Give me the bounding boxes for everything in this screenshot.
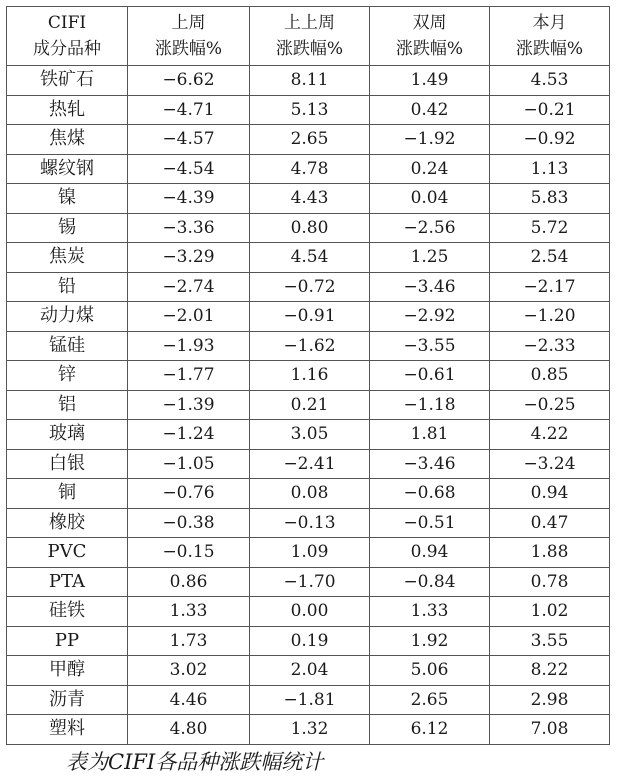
variety-cell: 螺纹钢 [7,154,128,184]
this-month-change-cell: 8.22 [490,656,610,686]
variety-cell: 镍 [7,184,128,214]
variety-cell: 铝 [7,390,128,420]
variety-cell: 锰硅 [7,331,128,361]
two-week-change-cell: 0.04 [370,184,490,214]
table-row [7,715,610,745]
table-row [7,390,610,420]
variety-cell: 动力煤 [7,302,128,332]
header-line-2: 涨跌幅% [515,39,584,59]
two-week-change-cell: −2.92 [370,302,490,332]
two-week-change-cell: −1.92 [370,125,490,155]
week-before-last-change-cell: 0.08 [250,479,370,509]
header-line-1: 上周 [171,13,206,33]
table-row [7,243,610,273]
two-week-change-cell: 0.94 [370,538,490,568]
last-week-change-cell: −4.57 [128,125,250,155]
week-before-last-change-cell: −0.72 [250,272,370,302]
table-row [7,508,610,538]
last-week-change-cell: −4.54 [128,154,250,184]
variety-cell: 沥青 [7,685,128,715]
week-before-last-change-cell: 5.13 [250,95,370,125]
last-week-change-cell: −0.38 [128,508,250,538]
two-week-change-cell: −0.84 [370,567,490,597]
week-before-last-change-cell: −2.41 [250,449,370,479]
variety-cell: 锡 [7,213,128,243]
table-row [7,95,610,125]
last-week-change-cell: 0.86 [128,567,250,597]
week-before-last-change-cell: 1.32 [250,715,370,745]
table-row [7,184,610,214]
two-week-change-cell: −1.18 [370,390,490,420]
this-month-change-cell: −0.21 [490,95,610,125]
this-month-change-cell: −0.25 [490,390,610,420]
variety-cell: PP [7,626,128,656]
this-month-change-cell: 0.94 [490,479,610,509]
variety-cell: 甲醇 [7,656,128,686]
last-week-change-cell: −1.24 [128,420,250,450]
two-week-change-cell: −2.56 [370,213,490,243]
table-row [7,449,610,479]
this-month-change-cell: 0.47 [490,508,610,538]
two-week-change-cell: 1.49 [370,66,490,96]
week-before-last-change-cell: 3.05 [250,420,370,450]
table-row [7,331,610,361]
variety-cell: 铅 [7,272,128,302]
two-week-change-cell: −0.68 [370,479,490,509]
header-line-2: 涨跌幅% [154,39,223,59]
week-before-last-change-cell: 0.80 [250,213,370,243]
header-two-weeks [370,7,490,66]
week-before-last-change-cell: −0.91 [250,302,370,332]
this-month-change-cell: −2.33 [490,331,610,361]
last-week-change-cell: −4.71 [128,95,250,125]
variety-cell: 焦煤 [7,125,128,155]
last-week-change-cell: 3.02 [128,656,250,686]
last-week-change-cell: 4.46 [128,685,250,715]
week-before-last-change-cell: −1.81 [250,685,370,715]
week-before-last-change-cell: 4.78 [250,154,370,184]
table-row [7,538,610,568]
last-week-change-cell: −4.39 [128,184,250,214]
header-line-2: 成分品种 [33,39,101,59]
two-week-change-cell: −3.46 [370,272,490,302]
table-row [7,420,610,450]
this-month-change-cell: 7.08 [490,715,610,745]
header-line-2: 涨跌幅% [275,39,344,59]
header-line-1: 上上周 [284,13,335,33]
week-before-last-change-cell: 0.19 [250,626,370,656]
this-month-change-cell: 2.54 [490,243,610,273]
two-week-change-cell: 1.25 [370,243,490,273]
week-before-last-change-cell: 4.43 [250,184,370,214]
table-caption: 表为CIFI各品种涨跌幅统计 [66,750,324,774]
header-line-1: 双周 [412,13,447,33]
variety-cell: 铜 [7,479,128,509]
this-month-change-cell: 5.83 [490,184,610,214]
last-week-change-cell: −0.76 [128,479,250,509]
this-month-change-cell: 1.02 [490,597,610,627]
two-week-change-cell: 1.33 [370,597,490,627]
two-week-change-cell: 0.42 [370,95,490,125]
table-row [7,626,610,656]
variety-cell: 热轧 [7,95,128,125]
last-week-change-cell: 4.80 [128,715,250,745]
this-month-change-cell: 4.53 [490,66,610,96]
week-before-last-change-cell: 4.54 [250,243,370,273]
header-this-month [490,7,610,66]
two-week-change-cell: 5.06 [370,656,490,686]
last-week-change-cell: −3.29 [128,243,250,273]
this-month-change-cell: −3.24 [490,449,610,479]
last-week-change-cell: −1.77 [128,361,250,391]
table-row [7,361,610,391]
last-week-change-cell: 1.33 [128,597,250,627]
table-header [7,7,610,66]
table-row [7,272,610,302]
table-row [7,685,610,715]
header-row [7,7,610,66]
this-month-change-cell: 1.13 [490,154,610,184]
header-line-1: 本月 [532,13,567,33]
this-month-change-cell: 5.72 [490,213,610,243]
table-row [7,213,610,243]
this-month-change-cell: −2.17 [490,272,610,302]
header-week-before-last [250,7,370,66]
last-week-change-cell: −1.93 [128,331,250,361]
this-month-change-cell: 0.85 [490,361,610,391]
week-before-last-change-cell: 0.00 [250,597,370,627]
variety-cell: 锌 [7,361,128,391]
variety-cell: 焦炭 [7,243,128,273]
this-month-change-cell: 3.55 [490,626,610,656]
header-variety [7,7,128,66]
table-row [7,302,610,332]
variety-cell: 塑料 [7,715,128,745]
table-row [7,597,610,627]
week-before-last-change-cell: −1.62 [250,331,370,361]
table-body [7,66,610,745]
variety-cell: 白银 [7,449,128,479]
this-month-change-cell: −0.92 [490,125,610,155]
week-before-last-change-cell: 8.11 [250,66,370,96]
two-week-change-cell: −0.51 [370,508,490,538]
week-before-last-change-cell: −0.13 [250,508,370,538]
last-week-change-cell: 1.73 [128,626,250,656]
this-month-change-cell: 4.22 [490,420,610,450]
table-row [7,656,610,686]
this-month-change-cell: 1.88 [490,538,610,568]
header-last-week [128,7,250,66]
table-row [7,66,610,96]
last-week-change-cell: −2.01 [128,302,250,332]
last-week-change-cell: −3.36 [128,213,250,243]
last-week-change-cell: −2.74 [128,272,250,302]
week-before-last-change-cell: 0.21 [250,390,370,420]
this-month-change-cell: −1.20 [490,302,610,332]
variety-cell: PVC [7,538,128,568]
last-week-change-cell: −0.15 [128,538,250,568]
week-before-last-change-cell: 1.09 [250,538,370,568]
cifi-change-table [6,6,610,745]
variety-cell: 橡胶 [7,508,128,538]
two-week-change-cell: 6.12 [370,715,490,745]
two-week-change-cell: −3.55 [370,331,490,361]
table-row [7,125,610,155]
variety-cell: 铁矿石 [7,66,128,96]
header-line-2: 涨跌幅% [395,39,464,59]
variety-cell: 硅铁 [7,597,128,627]
week-before-last-change-cell: −1.70 [250,567,370,597]
cifi-table-container [6,6,609,745]
header-line-1: CIFI [47,13,87,33]
two-week-change-cell: −3.46 [370,449,490,479]
two-week-change-cell: −0.61 [370,361,490,391]
week-before-last-change-cell: 2.65 [250,125,370,155]
this-month-change-cell: 0.78 [490,567,610,597]
week-before-last-change-cell: 2.04 [250,656,370,686]
two-week-change-cell: 0.24 [370,154,490,184]
this-month-change-cell: 2.98 [490,685,610,715]
last-week-change-cell: −1.39 [128,390,250,420]
variety-cell: 玻璃 [7,420,128,450]
last-week-change-cell: −1.05 [128,449,250,479]
table-row [7,567,610,597]
week-before-last-change-cell: 1.16 [250,361,370,391]
variety-cell: PTA [7,567,128,597]
table-row [7,154,610,184]
two-week-change-cell: 1.81 [370,420,490,450]
table-row [7,479,610,509]
two-week-change-cell: 2.65 [370,685,490,715]
last-week-change-cell: −6.62 [128,66,250,96]
two-week-change-cell: 1.92 [370,626,490,656]
